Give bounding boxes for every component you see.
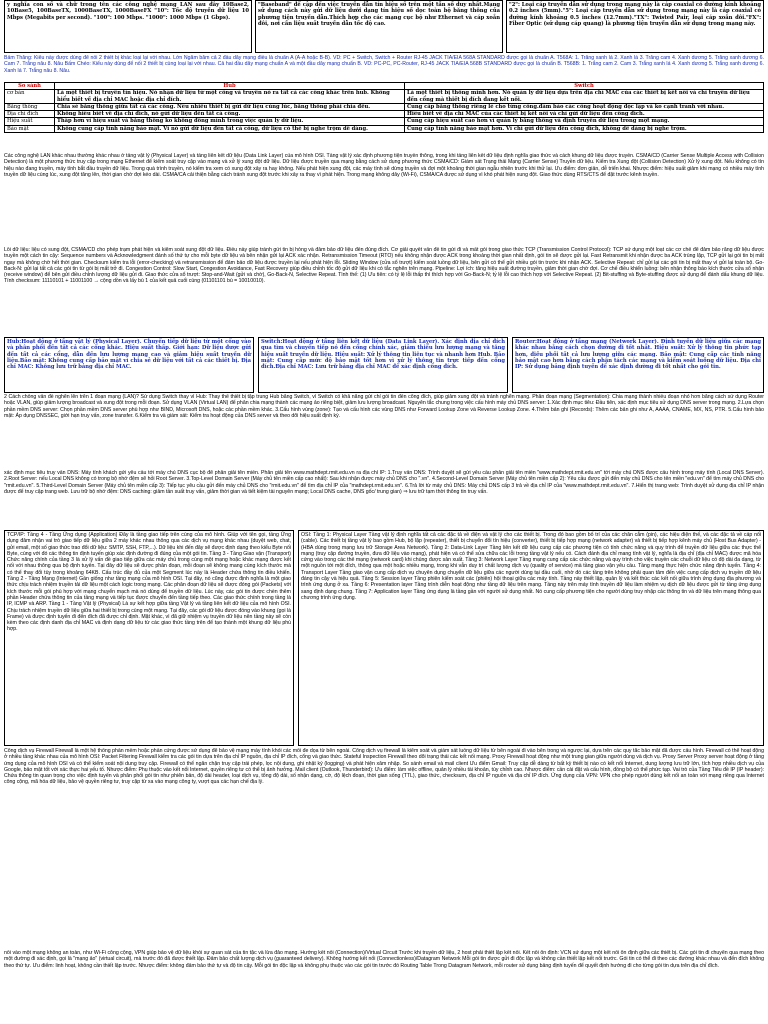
table-row: Địa chỉ đích Không hiểu biết về địa chỉ đích, nó gửi dữ liệu đến tất cả cổng. Hiểu biết về địa chỉ MAC của các thiết bị kết nối và chỉ gửi dữ liệu đến cổng đích. [5, 111, 764, 118]
hub-box: Hub:Hoạt động ở tầng vật lý (Physical Layer). Chuyển tiếp dữ liệu từ một cổng vào và phân phối đến tất cả các cổng khác. Hiệu suất thấp. Giới hạn: Dữ liệu được gửi đến tất cả các cổng, dẫn đến lưu lượng mạng cao và giảm hiệu suất truyền dữ liệu.Bảo mật: Không cung cấp bảo mật vì chia sẻ dữ liệu với tất cả các thiết bị. Địa chỉ MAC: Không lưu trữ bảng địa chỉ MAC. [4, 337, 254, 393]
models-boxes [0, 530, 768, 746]
table-row: Băng thông Chia sẻ băng thông giữa tất cả các cổng. Nếu nhiều thiết bị gửi dữ liệu cùng lúc, băng thông phải chia đều. Cung cấp băng thông riêng lẻ cho từng cổng.đảm bảo các cổng hoạt động độc lập và ko cạnh tranh với nhau. [5, 103, 764, 110]
table-header: So sánh [5, 83, 55, 90]
tcp-paragraph: Lỗi dữ liệu: liệu có sung đột, CSMA/CD cho phép trạm phát hiện và kiểm soát xung đột dữ liệu. Điều này giúp tránh gửi tin bị hỏng và đảm bảo dữ liệu đến đúng đích. Cơ giải quyết vấn đề tin gửi đi và mất gói trong giao thức TCP (Transmission Control Protocol): TCP sử dụng một loạt các cơ chế để đảm bảo rằng dữ liệu được truyền một cách tin cậy: Sequence numbers và Acknowledgment đánh số thứ tự cho mỗi byte dữ liệu và bên nhận gửi lại ACK xác nhận. Retransmission Timeout (RTO) nếu không nhận được ACK trong khoảng thời gian nhất định, gói tin sẽ được gửi lại. Fast Retransmit khi nhận được ba ACK trùng lặp, TCP gửi lại gói tin bị mất ngay mà không chờ hết thời gian. Checksum kiểm tra lỗi (error-checking) và retransmission để đảm bảo dữ liệu được truyền lại nếu phát hiện lỗi. Sliding Window (cửa sổ trượt) kiểm soát luồng dữ liệu, bên gửi có thể gửi nhiều gói tin trước khi nhận ACK. Selective Repeat: chỉ gửi lại các gói tin bị mất thay vì gửi lại toàn bộ. Go-Back-N: gửi lại tất cả các gói tin từ gói bị mất trở đi. Congestion Control: Slow Start, Congestion Avoidance, Fast Recovery giúp điều chỉnh tốc độ gửi dữ liệu khi có tắc nghẽn trên mạng. Pipeline: Lợi ích: tăng hiệu suất đường truyền, giảm thời gian chờ đợi. Cơ chế điều khiển luồng: bên nhận thông báo kích thước cửa sổ nhận (receive window) để bên gửi điều chỉnh lượng dữ liệu gửi đi. Giao thức cửa sổ trượt: Stop-and-Wait (gửi và chờ), Go-Back-N, Selective Repeat. Tình thế: (1) Ưu tiên: có tỷ lệ lỗi thấp thì thích hợp với Go-Back-N; tỷ lệ lỗi cao thích hợp với Selective Repeat. (2) Bit-stuffing và Byte-stuffing được sử dụng để đánh dấu khung dữ liệu. Tính checksum: 11110101 + 11001100 → cộng dồn và lấy bù 1 của kết quả cuối cùng (01101101 bù = 10010010). [4, 247, 764, 285]
cable-type-box: "2": Loại cáp truyền dẫn sử dụng trong mạng này là cáp coaxial có đường kính khoảng 0.2 inches (5mm)."5": Loại cáp truyền dẫn sử dụng trong mạng này là cáp coaxial có đường kính khoảng 0.5 inches (12.7mm)."TX": Twisted Pair, loại cáp xoắn đôi."FX": Fiber Optic (sử dụng cáp quang) là phương tiện truyền dẫn sử dụng trong mạng này. [506, 0, 764, 53]
dns-resolution-paragraph: xác định mục tiêu truy vấn DNS: Máy tính khách gửi yêu cầu tới máy chủ DNS cục bộ để phân giải tên miền. Phân giải tên www.mathdept.rmit.edu.vn ra địa chỉ IP: 1.Truy vấn DNS: Trình duyệt sẽ gửi yêu cầu phân giải tên miền "www.mathdept.rmit.edu.vn" tới máy chủ DNS được cấu hình trong máy tính (Local DNS Server). 2.Root Server: nếu Local DNS không có trong bộ nhớ đệm sẽ hỏi Root Server. 3.Top-Level Domain Server (Máy chủ tên miền cấp cao nhất): Sau khi nhận được máy chủ DNS cho ".vn". 4.Second-Level Domain Server (Máy chủ tên miền cấp 2): Yêu cầu được gửi đến máy chủ DNS cho tên miền "edu.vn" để tìm máy chủ DNS cho "rmit.edu.vn". 5.Third-Level Domain Server (Máy chủ tên miền cấp 3): Tiếp tục yêu cầu gửi đến máy chủ DNS cho "rmit.edu.vn" để tìm địa chỉ IP của "mathdept.rmit.edu.vn". 6.Trả lời từ máy chủ DNS: Máy chủ DNS cấp 3 trả về địa chỉ IP của "www.mathdept.rmit.edu.vn". 7.Hiển thị trang web: Trình duyệt sử dụng địa chỉ IP nhận được để truy cập trang web. Lưu trữ bộ nhớ đệm: DNS caching: giảm tần suất truy vấn, giảm thời gian và tiết kiệm tài nguyên mạng; Local DNS cache, DNS gốc/ trung gian) ⇒ lưu trữ tạm thời thông tin truy vấn. [4, 470, 764, 495]
top-definitions [0, 0, 768, 53]
dns-config-paragraph: 2 Cách chống vấn đề nghẽn lên trên 1 đoạn mạng (LAN)? Sử dụng Switch thay vì Hub: Thay thế thiết bị tập trung Hub bằng Switch, vì Switch có khả năng gửi chỉ gói tin đến cổng đích, giúp giảm xung đột và tránh nghẽn mạng. Phân đoạn mạng (Segmentation): Chia mạng thành nhiều đoạn nhỏ hơn bằng cách sử dụng Router hoặc VLAN, giúp giảm lượng broadcast và xung đột trong mỗi đoạn. Sử dụng VLAN (Virtual LAN) để phân chia mạng thành các mạng ảo riêng biệt, giảm lưu lượng broadcast. Nguyên tắc chung trong việc cấu hình máy chủ DNS server: 1.Xác định mục tiêu: Đầu tiên, xác định mục tiêu sử dụng DNS server trong mạng. 2.Lựa chọn phần mềm DNS server: Chọn phần mềm DNS server phù hợp như BIND, Microsoft DNS, hoặc các phần mềm khác. 3.Cấu hình vùng (zone): Tạo và cấu hình các vùng DNS như Forward Lookup Zone và Reverse Lookup Zone. 4.Thêm bản ghi (Records): Thêm các bản ghi như A, AAAA, CNAME, MX, NS, PTR. 5.Cấu hình bảo mật: Áp dụng DNSSEC, giới hạn truy vấn, zone transfer. 6.Kiểm tra và giám sát: Kiểm tra hoạt động của DNS server và theo dõi hiệu suất định kỳ. [4, 394, 764, 419]
table-row: Hiệu suất Thấp hơn vì hiệu suất và băng thông ko không đồng mình trong việc quản lý dữ liệu. Cung cấp hiệu suất cao hơn vì quản lý băng thông và định truyền dữ liệu trong một mạng. [5, 118, 764, 125]
table-header: Hub [55, 83, 405, 90]
table-header: Switch [405, 83, 764, 90]
hub-switch-table [0, 82, 768, 152]
comparison-table [4, 82, 764, 133]
device-boxes [0, 337, 768, 393]
firewall-paragraph: Cổng dịch vụ Firewall Firewall là một hệ thống phần mềm hoặc phần cứng được sử dụng để bảo vệ mạng máy tính khỏi các mối đe dọa từ bên ngoài. Cổng dịch vụ firewall là kiểm soát và giám sát luồng dữ liệu từ bên ngoài đi vào bên trong và ngược lại, dựa trên các quy tắc bảo mật đã được cấu hình. Firewall có thể hoạt động ở nhiều tầng khác nhau của mô hình OSI: Packet Filtering Firewall kiểm tra các gói tin dựa trên địa chỉ IP nguồn, địa chỉ IP đích, cổng và giao thức. Stateful Inspection Firewall theo dõi trạng thái các kết nối mạng. Proxy Firewall hoạt động như một trung gian giữa người dùng và dịch vụ. Proxy Server Proxy server hoạt động ở tầng ứng dụng của mô hình OSI và có thể kiểm soát nội dung truy cập. Firewall có thể ngăn chặn truy cập trái phép, lọc nội dung, ghi nhật ký (logging) và phát hiện xâm nhập. So sánh email và mail client Ưu điểm Gmail: Truy cập dễ dàng từ bất kỳ thiết bị nào có kết nối Internet, dung lượng lưu trữ lớn, tích hợp nhiều dịch vụ của Google, bảo mật tốt với xác thực hai yếu tố. Nhược điểm: Phụ thuộc vào kết nối Internet, quyền riêng tư có thể bị ảnh hưởng. Mail client (Outlook, Thunderbird): Ưu điểm: làm việc offline, quản lý nhiều tài khoản, tùy chỉnh cao. Nhược điểm: cần cài đặt và cấu hình, đồng bộ có thể phức tạp. Vai trò của Tầng Tiêu đề IP (IP header): Chứa thông tin quan trọng cho việc định tuyến và phân phối gói tin như phiên bản, độ dài header, loại dịch vụ, tổng độ dài, số nhận dạng, cờ, độ lệch đoạn, thời gian sống (TTL), giao thức, checksum, địa chỉ IP nguồn và địa chỉ IP đích. Ứng dụng của VPN: VPN cho phép người dùng kết nối an toàn với mạng riêng qua Internet công cộng, mã hóa dữ liệu, bảo vệ quyền riêng tư, truy cập từ xa vào mạng công ty, vượt qua các hạn chế địa lý. [4, 748, 764, 786]
connection-paragraph: nối vào một mạng không an toàn, như Wi-Fi công cộng, VPN giúp bảo vệ dữ liệu khỏi sự quan sát của tin tặc và lừa đảo mạng. Hướng kết nối (Connection)/Virtual Circuit Trước khi truyền dữ liệu, 2 host phải thiết lập kết nối. Kết nối ổn định: VCN sử dụng một kết nối ổn định giữa các thiết bị. Các gói tin đi chuyển qua mạng theo một đường đi xác định, gọi là "mạng ảo" (virtual circuit), mà trước đó đã được thiết lập. Đảm bảo chất lượng dịch vụ (guaranteed delivery). Không hướng kết nối (Connectionless)/Datagram Network Mỗi gói tin được gửi đi độc lập và không cần thiết lập kết nối trước. Gói tin có thể đi theo các đường khác nhau và đến đích không theo thứ tự. Ưu điểm: linh hoạt, không cần thiết lập trước. Nhược điểm: không đảm bảo thứ tự và độ tin cậy. Mỗi gói tin độc lập và không phụ thuộc vào các gói tin trước đó Routing Table Trong Datagram Network, mỗi router sử dụng bảng định tuyến để quyết định hướng đi cho từng gói tin dựa trên địa chỉ đích. [4, 950, 764, 969]
router-box: Router:Hoạt động ở tầng mạng (Network Layer). Định tuyến dữ liệu giữa các mạng khác nhau bằng cách chọn đường đi tốt nhất. Hiệu suất: Xử lý thông tin phức tạp hơn, điều phối tất cả lưu lượng giữa các mạng. Bảo mật: Cung cấp các tính năng bảo mật cao hơn bằng cách phân tách các mạng và kiểm soát luồng dữ liệu. Địa chỉ IP: Sử dụng bảng định tuyến để xác định đường đi tốt nhất cho gói tin. [512, 337, 764, 393]
tcpip-box: TCP/IP: Tầng 4 - Tầng Ứng dụng (Application) Đây là tầng giao tiếp trên cùng của mô hình. Giúp với tên gọi, tầng Ứng dụng đảm nhận vai trò giao tiếp dữ liệu giữa 2 máy khác nhau thông qua các dịch vụ mạng khác nhau (duyệt web, chat, gửi email, một số giao thức trao đổi dữ liệu: SMTP, SSH, FTP,...). Dữ liệu khi đến đây sẽ được định dạng theo kiểu Byte nối Byte, cùng với đó các thông tin định tuyến giúp xác định đường đi đúng của một gói tin. Tầng 3 - Tầng Giao vận (Transport) Chức năng chính của tầng 3 là xử lý vấn đề giao tiếp giữa các máy chủ trong cùng một mạng hoặc khác mạng được kết nối với nhau thông qua bộ định tuyến. Tại đây dữ liệu sẽ được phân đoạn, mỗi đoạn sẽ không mang cùng kích thước mà có thể thay đổi tùy trong khoảng 64KB. Cấu trúc đầy đủ của một Segment lúc này là Header chứa thông tin điều khiển. Tầng 2 - Tầng Mạng (Internet) Gần giống như tầng mạng của mô hình OSI. Tại đây, nó cũng được định nghĩa là một giao thức chịu trách nhiệm truyền tải dữ liệu một cách logic trong mạng. Các phân đoạn dữ liệu sẽ được đóng gói (Packets) với kích thước mỗi gói phù hợp với mạng chuyển mạch mà nó dùng để truyền dữ liệu. Lúc này, các gói tin được chèn thêm phần Header chứa thông tin của tầng mạng và tiếp tục được chuyển đến tầng tiếp theo. Các giao thức chính trong tầng là IP, ICMP và ARP. Tầng 1 - Tầng Vật lý (Physical) Là sự kết hợp giữa tầng Vật lý và tầng liên kết dữ liệu của mô hình OSI. Chịu trách nhiệm truyền dữ liệu giữa hai thiết bị trong cùng một mạng. Tại đây, các gói dữ liệu được đóng vào khung (gọi là Frame) và được định tuyến đi đến đích đã được chỉ định. Mặt khác, vì đã giữ nhiệm vụ truyền dữ liệu nên tầng này sẽ còn kèm theo các định danh địa chỉ MAC và định dạng dữ liệu từ các giao thức tầng trên để tạo thành một khung dữ liệu phù hợp. [4, 530, 294, 746]
baseband-box: "Baseband" để cập đến việc truyền dẫn tín hiệu số trên một tần số duy nhất.Mạng sử dụng cách này gửi dữ liệu dưới dạng tín hiệu số dọc toàn bộ băng thông của phương tiện truyền dẫn.Thích hợp cho các mạng cục bộ như Ethernet và cáp xoắn đôi, nơi cần liệu suất truyền dẫn tốc độ cao. [255, 0, 503, 53]
lan-naming-box: y nghĩa con số và chữ trong tên các công nghệ mạng LAN sau đây 10Base2, 10Base5, 100BaseTX, 1000BaseTX, 1000BaseFX "10": Tốc độ truyền dữ liệu 10 Mbps (Megabits per second). "100": 100 Mbps. "1000": 1000 Mbps (1 Gbps). [4, 0, 252, 53]
switch-box: Switch:Hoạt động ở tầng liên kết dữ liệu (Data Link Layer). Xác định địa chỉ đích qua tìm và chuyển tiếp nó đến cổng chính xác, giảm thiểu lưu lượng mạng và tăng hiệu suất truyền dữ liệu. Hiệu suất: Xử lý thông tin liên tục và nhanh hơn Hub. Bảo mật: Cung cấp mức độ bảo mật tốt hơn vì xử lý thông tin trực tiếp đến cổng đích.Địa chỉ MAC: Lưu trữ bảng địa chỉ MAC để xác định cổng đích. [258, 337, 508, 393]
osi-box: OSI: Tầng 1: Physical Layer Tầng vật lý định nghĩa tất cả các đặc tả về điện và vật lý cho các thiết bị. Trong đó bao gồm bố trí của các chân cắm (pin), các hiệu điện thế, và các đặc tả về cáp nối (cable). Các thiết bị tầng vật lý bao gồm Hub, bộ lặp (repeater), thiết bị chuyển đổi tín hiệu (converter), thiết bị tiếp hợp mạng (network adapter) và thiết bị tiếp hợp kênh máy chủ (Host Bus Adapter) - (HBA dùng trong mạng lưu trữ Storage Area Network). Tầng 2: Data-Link Layer Tầng liên kết dữ liệu cung cấp các phương tiện có tính chức năng và quy trình để truyền dữ liệu giữa các thực thể mạng (truy cập đường truyền, đưa dữ liệu vào mạng), phát hiện và có thể sửa chữa các lỗi trong tầng vật lý nếu có. Cách đánh địa chỉ mang tính vật lý, nghĩa là địa chỉ (địa chỉ MAC) được mã hóa cứng vào trong các thẻ mạng (network card) khi chúng được sản xuất. Tầng 3: Network Layer Tầng mạng cung cấp các chức năng và quy trình cho việc truyền các chuỗi dữ liệu có độ dài đa dạng, từ một nguồn tới một đích, thông qua một hoặc nhiều mạng, trong khi vẫn duy trì chất lượng dịch vụ (quality of service) mà tầng giao vận yêu cầu. Tầng mạng thực hiện chức năng định tuyến. Tầng 4: Transport Layer Tầng giao vận cung cấp dịch vụ chuyên dụng chuyển dữ liệu giữa các người dùng tại đầu cuối, nhờ đó các tầng trên không phải quan tâm đến việc cung cấp dịch vụ truyền dữ liệu đáng tin cậy và hiệu quả. Tầng 5: Session layer Tầng phiên kiểm soát các (phiên) hội thoại giữa các máy tính. Tầng này thiết lập, quản lý và kết thúc các kết nối giữa trình ứng dụng địa phương và trình ứng dụng ở xa. Tầng 6: Presentation layer Tầng trình diễn hoạt động như tầng dữ liệu trên mạng. Tầng này trên máy tính truyền dữ liệu làm nhiệm vụ dịch dữ liệu được gửi từ tầng ứng dụng sang định dạng chung. Tầng 7: Application layer Tầng ứng dụng là tầng gần với người sử dụng nhất. Nó cung cấp phương tiện cho người dùng truy nhập các thông tin và dữ liệu trên mạng thông qua chương trình ứng dụng. [298, 530, 764, 746]
table-row: cơ bản Là một thiết bị truyền tín hiệu. Nó nhận dữ liệu từ một cổng và truyền nó ra tất cả các cổng khác trên hub. Không hiểu biết về địa chỉ MAC hoặc địa chỉ đích. Là một thiết bị thông minh hơn. Nó quản lý dữ liệu dựa trên địa chỉ MAC của các thiết bị kết nối và chỉ truyền dữ liệu đến cổng mà thiết bị đích đang kết nối. [5, 90, 764, 104]
cable-wiring-note: Bấm Thẳng: Kiểu này được dùng để nối 2 thiết bị khác loại lại với nhau. Lớn Ngắm bắm cả 2 đầu dây mạng điều là chuẩn A (A-A hoặc B-B). VD: PC + Switch, Switch + Router RJ-45 JACK TIA/EIA 568A STANDARD được gọi là chuẩn A. T568A: 1. Trắng xanh lá 2. Xanh lá 3. Trắng cam 4. Xanh dương 5. Trắng xanh dương 6. Cam 7. Trắng nâu 8. Nâu Bấm Chéo: Kiểu này dùng để nối 2 thiết bị cùng loại lại với nhau. Cả hai đầu dây mạng chuẩn A và một đầu dây mạng chuẩn B. VD: PC-PC, PC-Router, RJ-45 JACK TIA/EIA 568B STANDARD được gọi là chuẩn B. T568B: 1. Trắng cam 2. Cam 3. Trắng xanh lá 4. Xanh dương 5. Trắng xanh dương 6. Xanh lá 7. Trắng nâu 8. Nâu. [4, 55, 764, 74]
csma-paragraph: Các công nghệ LAN khác nhau thường khác nhau ở tầng vật lý (Physical Layer) và tầng liên kết dữ liệu (Data Link Layer) của mô hình OSI. Tầng vật lý xác định phương tiện truyền thông, trong khi tầng liên kết dữ liệu định nghĩa giao thức và cách khung dữ liệu được truyền. CSMA/CD (Carrier Sense Multiple Access with Collision Detection) là một phương thức truy cập trong mạng Ethernet để kiểm soát truy cập vào mạng và xử lý xung đột dữ liệu. Dữ liệu được truyền qua mạng bằng cách sử dụng phương thức CSMA/CD: Giám sát Trạng thái Mạng (Carrier Sense) Truyền dữ liệu. Kiểm tra Xung đột (Collision Detection) Xử lý xung đột. Nếu không có tín hiệu nào đang truyền, máy tính bắt đầu truyền dữ liệu. Trong quá trình truyền, nó kiểm tra xem có xung đột xảy ra hay không. Nếu phát hiện xung đột, các máy tính sẽ dừng truyền và đợi một khoảng thời gian ngẫu nhiên trước khi thử lại. Ưu điểm: đơn giản, dễ triển khai. Nhược điểm: hiệu suất giảm khi mạng có nhiều máy tính truyền dữ liệu cùng lúc, xung đột tăng lên, thời gian chờ đợi kéo dài. CSMA/CA cải thiện bằng cách tránh xung đột trước khi xảy ra thay vì phát hiện. Trong mạng không dây (Wi-Fi), CSMA/CA được sử dụng vì khó phát hiện xung đột. Giao thức dùng RTS/CTS để đặt trước kênh truyền. [4, 153, 764, 178]
table-row: Bảo mật Không cung cấp tính năng bảo mật. Vì nó gửi dữ liệu đến tất cả cổng, dữ liệu có thể bị nghe trộm dễ dàng. Cung cấp tính năng bảo mật hơn. Vì chỉ gửi dữ liệu đến cổng đích, không dễ dàng bị nghe trộm. [5, 125, 764, 132]
